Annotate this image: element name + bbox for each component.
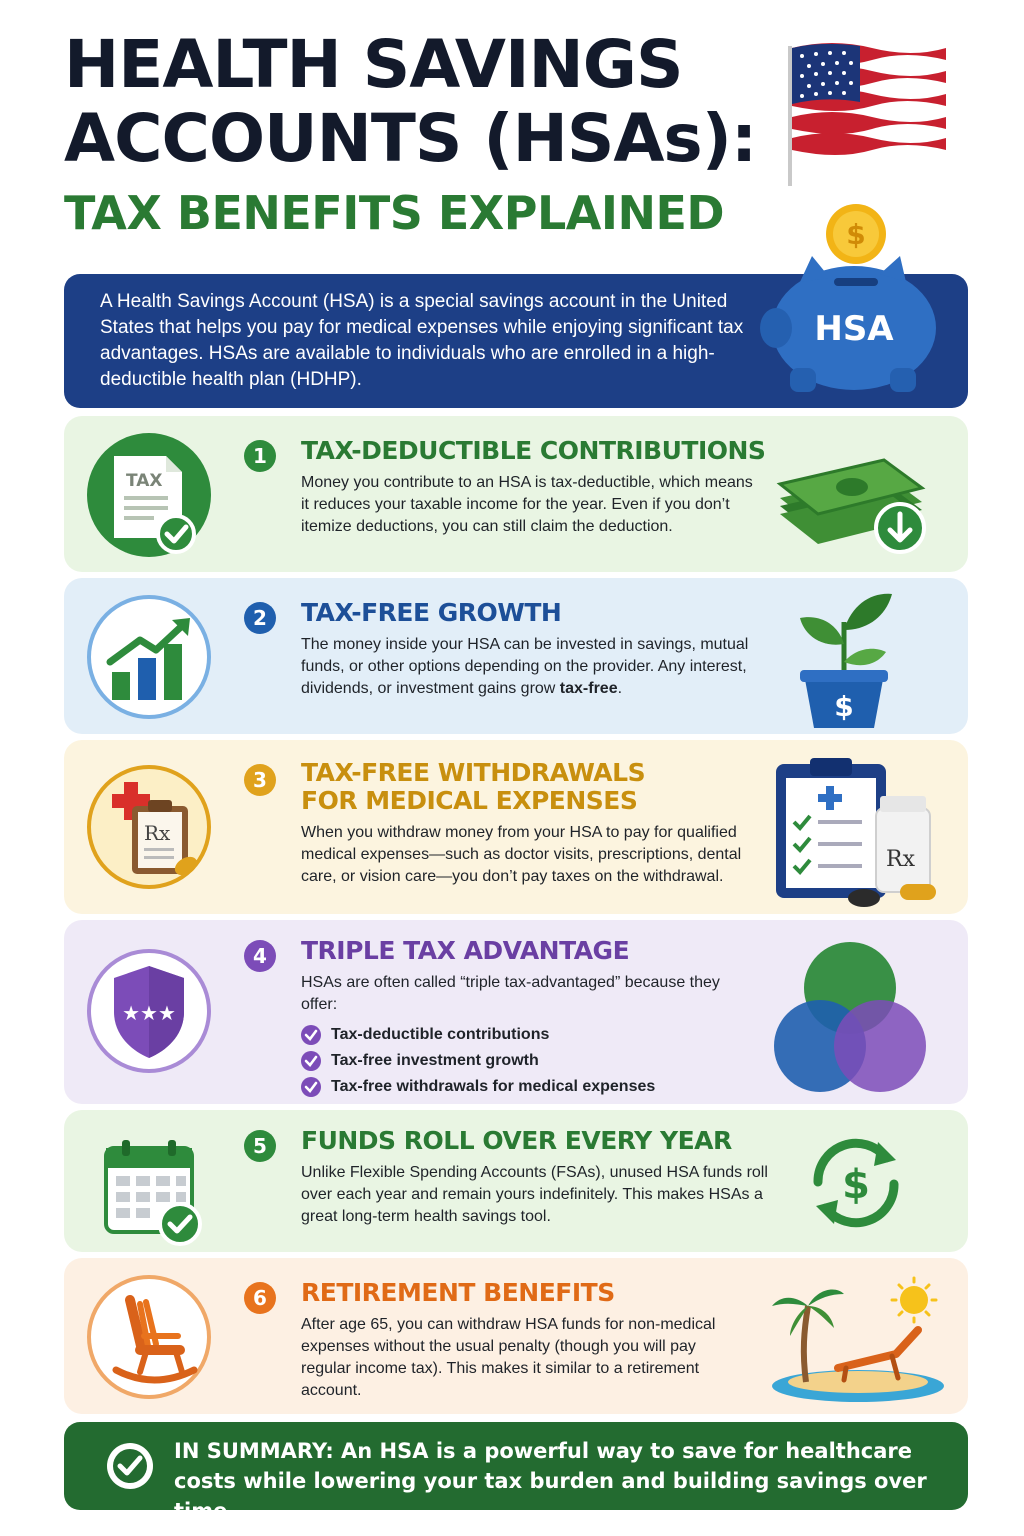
list-item: Tax-free withdrawals for medical expenses — [301, 1074, 655, 1100]
intro-text: A Health Savings Account (HSA) is a special savings account in the United States that helps you pay for medical expenses while enjoying significant tax advantages. HSAs are available to individuals who are enrolled in a high-deductible health plan (HDHP). — [100, 291, 744, 390]
section-number-2: 2 — [244, 602, 276, 634]
section-card-6 — [64, 1258, 968, 1414]
section-card-1 — [64, 416, 968, 572]
check-circle-icon — [301, 1077, 321, 1097]
section-number-1: 1 — [244, 440, 276, 472]
venn-diagram-icon — [760, 936, 940, 1096]
section-heading-4: TRIPLE TAX ADVANTAGE — [301, 936, 630, 965]
section-body-4: HSAs are often called “triple tax-advantaged” because they offer: — [301, 974, 720, 1013]
money-stack-down-icon — [774, 444, 934, 554]
page-title — [64, 28, 784, 242]
rx-bottle-label: Rx — [886, 847, 915, 872]
section-card-3 — [64, 740, 968, 914]
medical-checklist-icon — [772, 756, 942, 912]
section-card-2 — [64, 578, 968, 734]
section-heading-6: RETIREMENT BENEFITS — [301, 1278, 615, 1307]
beach-lounger-icon — [768, 1272, 948, 1406]
rocking-chair-icon — [84, 1272, 214, 1402]
title-line-1: HEALTH SAVINGS — [64, 26, 683, 103]
calendar-check-icon — [84, 1120, 214, 1250]
tax-free-emphasis: tax-free — [559, 680, 618, 697]
shield-stars-icon — [84, 946, 214, 1076]
section-number-5: 5 — [244, 1130, 276, 1162]
piggy-label: HSA — [814, 309, 894, 349]
summary-lead: IN SUMMARY: — [174, 1439, 334, 1463]
section-number-6: 6 — [244, 1282, 276, 1314]
triple-advantage-list — [301, 1022, 655, 1100]
section-heading-2: TAX-FREE GROWTH — [301, 598, 562, 627]
section-body-5: Unlike Flexible Spending Accounts (FSAs), unused HSA funds roll over each year and remain yours indefinitely. This makes HSAs a great long-term health savings tool. — [301, 1164, 768, 1225]
section-body-6: After age 65, you can withdraw HSA funds for non-medical expenses without the usual penalty (though you will pay regular income tax). This makes it similar to a retirement account. — [301, 1316, 716, 1399]
section-body-1: Money you contribute to an HSA is tax-deductible, which means it reduces your taxable income for the year. Even if you don’t itemize deductions, you can still claim the deduction. — [301, 474, 753, 535]
prescription-clipboard-icon — [84, 762, 214, 892]
section-heading-3-line-1: TAX-FREE WITHDRAWALS — [301, 758, 646, 787]
summary-text: IN SUMMARY: An HSA is a powerful way to save for healthcare costs while lowering your tax burden and building savings over time. — [174, 1439, 927, 1523]
check-circle-icon — [104, 1440, 156, 1492]
list-item: Tax-deductible contributions — [301, 1022, 655, 1048]
summary-banner — [64, 1422, 968, 1523]
pot-dollar-symbol: $ — [834, 690, 854, 723]
shield-stars-label: ★★★ — [122, 1001, 176, 1025]
plant-pot-icon — [786, 582, 906, 732]
piggy-bank-icon — [760, 198, 950, 398]
tax-document-icon — [84, 430, 214, 560]
title-subtitle: TAX BENEFITS EXPLAINED — [64, 186, 725, 240]
title-line-2: ACCOUNTS (HSAs): — [64, 100, 757, 177]
list-item: Tax-free investment growth — [301, 1048, 655, 1074]
growth-chart-icon — [84, 592, 214, 722]
us-flag-icon — [786, 38, 956, 188]
section-heading-3-line-2: FOR MEDICAL EXPENSES — [301, 786, 638, 815]
section-heading-1: TAX-DEDUCTIBLE CONTRIBUTIONS — [301, 436, 766, 465]
rollover-dollar-symbol: $ — [842, 1162, 870, 1208]
section-number-3: 3 — [244, 764, 276, 796]
rx-label: Rx — [144, 821, 171, 845]
section-body-2: The money inside your HSA can be invested in savings, mutual funds, or other options depending on the provider. Any interest, dividends, or investment gains grow tax-free. — [301, 636, 749, 697]
tax-label: TAX — [126, 471, 163, 491]
check-circle-icon — [301, 1025, 321, 1045]
check-circle-icon — [301, 1051, 321, 1071]
svg-text:$: $ — [846, 218, 866, 251]
dollar-rollover-icon — [798, 1128, 914, 1238]
section-card-4 — [64, 920, 968, 1104]
section-number-4: 4 — [244, 940, 276, 972]
section-body-3: When you withdraw money from your HSA to pay for qualified medical expenses—such as doctor visits, prescriptions, dental care, or vision care—you don’t pay taxes on the withdrawal. — [301, 824, 742, 885]
section-card-5 — [64, 1110, 968, 1252]
section-heading-5: FUNDS ROLL OVER EVERY YEAR — [301, 1126, 732, 1155]
